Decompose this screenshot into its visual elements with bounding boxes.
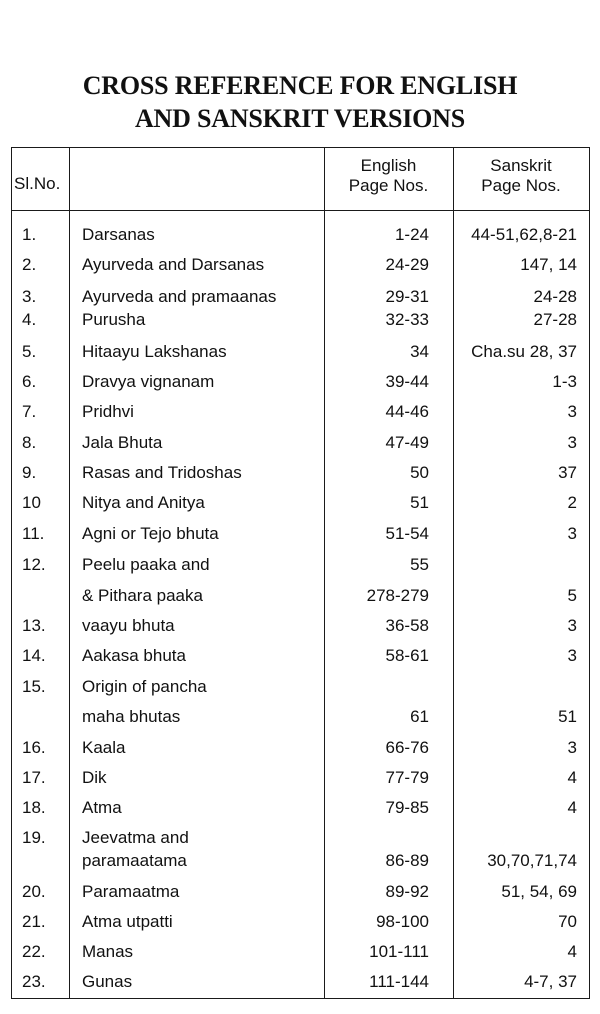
row-english-pages: 66-76 <box>385 738 429 757</box>
row-topic: paramaatama <box>82 851 187 870</box>
row-english-pages: 111-144 <box>369 972 429 991</box>
row-topic: Nitya and Anitya <box>82 493 205 512</box>
row-english-pages: 89-92 <box>385 882 429 901</box>
row-topic: Dravya vignanam <box>82 372 215 391</box>
row-sanskrit-pages: 147, 14 <box>520 255 577 274</box>
row-serial-number: 19. <box>22 828 46 847</box>
row-topic: vaayu bhuta <box>82 616 175 635</box>
row-topic: Dik <box>82 768 107 787</box>
row-serial-number: 2. <box>22 255 37 274</box>
row-topic: Darsanas <box>82 225 155 244</box>
row-english-pages: 44-46 <box>385 402 429 421</box>
row-serial-number: 11. <box>22 524 45 543</box>
row-serial-number: 22. <box>22 942 46 961</box>
row-english-pages: 101-111 <box>369 942 429 961</box>
row-english-pages: 24-29 <box>385 255 429 274</box>
row-english-pages: 32-33 <box>385 310 429 329</box>
row-sanskrit-pages: 1-3 <box>552 372 577 391</box>
row-sanskrit-pages: 4-7, 37 <box>524 972 577 991</box>
row-sanskrit-pages: 3 <box>567 402 577 421</box>
row-english-pages: 47-49 <box>385 433 429 452</box>
row-english-pages: 58-61 <box>385 646 429 665</box>
row-serial-number: 4. <box>22 310 37 329</box>
row-english-pages: 79-85 <box>385 798 429 817</box>
header-sanskrit-pages <box>453 156 589 196</box>
row-english-pages: 1-24 <box>394 225 429 244</box>
row-serial-number: 12. <box>22 555 46 574</box>
row-english-pages: 278-279 <box>366 586 429 605</box>
row-english-pages: 77-79 <box>385 768 429 787</box>
row-english-pages: 98-100 <box>376 912 429 931</box>
row-sanskrit-pages: 4 <box>567 768 577 787</box>
row-english-pages: 55 <box>410 555 429 574</box>
row-topic: Atma utpatti <box>82 912 173 931</box>
row-serial-number: 7. <box>22 402 37 421</box>
row-serial-number: 10 <box>22 493 41 512</box>
row-sanskrit-pages: 4 <box>567 942 577 961</box>
row-sanskrit-pages: 3 <box>567 616 577 635</box>
row-topic: Purusha <box>82 310 146 329</box>
header-english-line2: Page Nos. <box>348 176 429 195</box>
row-serial-number: 13. <box>22 616 46 635</box>
row-sanskrit-pages: Cha.su 28, 37 <box>471 342 577 361</box>
row-english-pages: 50 <box>410 463 429 482</box>
page-title-line1: CROSS REFERENCE FOR ENGLISH <box>82 71 518 100</box>
row-sanskrit-pages: 37 <box>558 463 577 482</box>
row-serial-number: 20. <box>22 882 46 901</box>
row-serial-number: 15. <box>22 677 46 696</box>
row-sanskrit-pages: 4 <box>567 798 577 817</box>
row-serial-number: 9. <box>22 463 37 482</box>
header-english-line1: English <box>360 156 417 175</box>
row-topic: Atma <box>82 798 122 817</box>
row-topic: maha bhutas <box>82 707 181 726</box>
row-topic: Jeevatma and <box>82 828 189 847</box>
row-english-pages: 61 <box>410 707 429 726</box>
column-divider <box>453 148 454 998</box>
row-topic: Aakasa bhuta <box>82 646 186 665</box>
row-topic: Peelu paaka and <box>82 555 210 574</box>
row-serial-number: 17. <box>22 768 46 787</box>
row-serial-number: 21. <box>22 912 46 931</box>
row-sanskrit-pages: 30,70,71,74 <box>487 851 577 870</box>
row-topic: Jala Bhuta <box>82 433 163 452</box>
row-topic: Origin of pancha <box>82 677 207 696</box>
row-serial-number: 8. <box>22 433 37 452</box>
row-topic: Hitaayu Lakshanas <box>82 342 227 361</box>
row-sanskrit-pages: 2 <box>567 493 577 512</box>
row-sanskrit-pages: 24-28 <box>533 287 577 306</box>
row-sanskrit-pages: 3 <box>567 524 577 543</box>
row-topic: Ayurveda and pramaanas <box>82 287 277 306</box>
row-english-pages: 51-54 <box>385 524 429 543</box>
row-sanskrit-pages: 51 <box>558 707 577 726</box>
row-english-pages: 51 <box>410 493 429 512</box>
row-sanskrit-pages: 5 <box>567 586 577 605</box>
row-serial-number: 3. <box>22 287 37 306</box>
row-serial-number: 14. <box>22 646 46 665</box>
row-sanskrit-pages: 3 <box>567 738 577 757</box>
row-topic: Gunas <box>82 972 133 991</box>
row-serial-number: 18. <box>22 798 46 817</box>
row-sanskrit-pages: 27-28 <box>533 310 577 329</box>
row-topic: Paramaatma <box>82 882 180 901</box>
row-serial-number: 16. <box>22 738 46 757</box>
row-english-pages: 86-89 <box>385 851 429 870</box>
row-serial-number: 6. <box>22 372 37 391</box>
row-english-pages: 39-44 <box>385 372 429 391</box>
row-sanskrit-pages: 70 <box>558 912 577 931</box>
row-sanskrit-pages: 44-51,62,8-21 <box>471 225 577 244</box>
cross-reference-table <box>11 147 590 999</box>
row-topic: Kaala <box>82 738 126 757</box>
row-topic: Rasas and Tridoshas <box>82 463 242 482</box>
row-topic: Manas <box>82 942 134 961</box>
header-divider <box>12 210 589 211</box>
row-serial-number: 5. <box>22 342 37 361</box>
row-topic: Pridhvi <box>82 402 134 421</box>
row-sanskrit-pages: 3 <box>567 646 577 665</box>
row-topic: & Pithara paaka <box>82 586 203 605</box>
header-sanskrit-line2: Page Nos. <box>481 176 561 195</box>
header-sl-no: Sl.No. <box>14 174 61 193</box>
header-english-pages <box>324 156 453 196</box>
row-sanskrit-pages: 3 <box>567 433 577 452</box>
row-topic: Agni or Tejo bhuta <box>82 524 219 543</box>
row-sanskrit-pages: 51, 54, 69 <box>501 882 577 901</box>
row-serial-number: 1. <box>22 225 37 244</box>
row-english-pages: 29-31 <box>385 287 429 306</box>
row-topic: Ayurveda and Darsanas <box>82 255 265 274</box>
row-english-pages: 34 <box>410 342 429 361</box>
column-divider <box>324 148 325 998</box>
row-serial-number: 23. <box>22 972 46 991</box>
row-english-pages: 36-58 <box>385 616 429 635</box>
page-title-line2: AND SANSKRIT VERSIONS <box>134 104 466 133</box>
column-divider <box>69 148 70 998</box>
header-sanskrit-line1: Sanskrit <box>490 156 552 175</box>
